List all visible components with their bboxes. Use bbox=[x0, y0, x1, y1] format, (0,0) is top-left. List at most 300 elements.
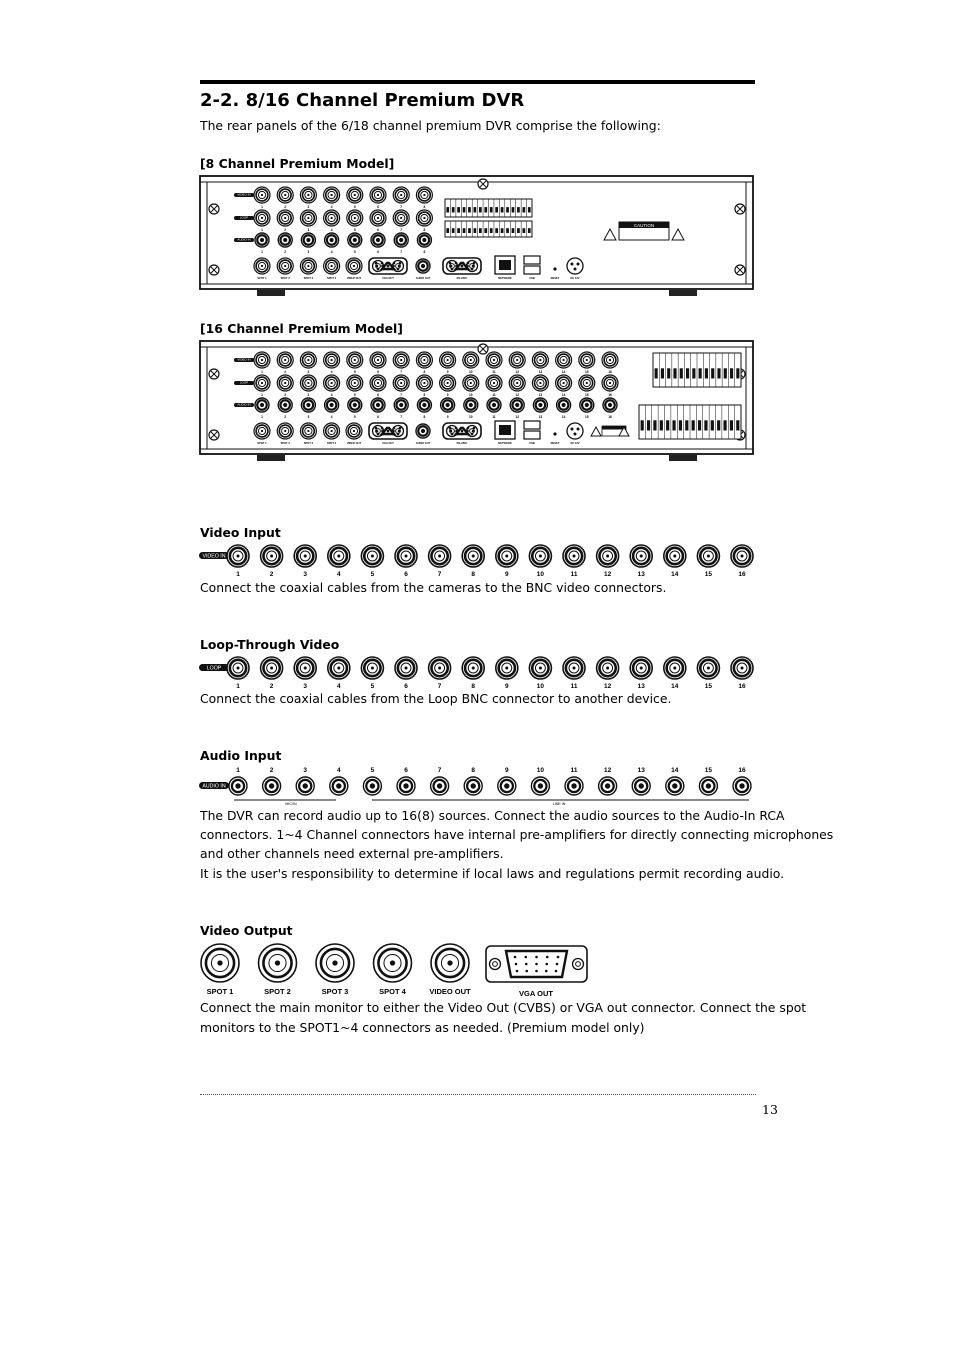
bnc-pin bbox=[572, 666, 575, 669]
panel-row-tag bbox=[234, 192, 254, 197]
terminal-slot bbox=[484, 207, 487, 212]
panel-label: SPOT 4 bbox=[326, 277, 337, 280]
bnc-connector bbox=[361, 545, 383, 567]
bnc-pin bbox=[446, 382, 448, 384]
rca-connector bbox=[431, 777, 449, 795]
row-tag bbox=[199, 552, 229, 559]
network-socket bbox=[499, 425, 511, 435]
bnc-pin bbox=[270, 554, 273, 557]
terminal-slot bbox=[517, 228, 520, 233]
rca-pin bbox=[422, 238, 426, 242]
panel-bnc bbox=[393, 375, 409, 391]
panel-label: 3 bbox=[307, 250, 310, 254]
bnc-pin bbox=[284, 217, 286, 219]
panel-spot-bnc bbox=[254, 258, 270, 274]
dc-jack bbox=[567, 423, 583, 439]
bnc-connector bbox=[261, 657, 283, 679]
vga-pin bbox=[467, 262, 470, 265]
bnc-connector bbox=[496, 545, 518, 567]
vga-pin bbox=[392, 430, 395, 433]
alarm-terminal-lower bbox=[445, 221, 532, 237]
terminal-slot bbox=[692, 368, 695, 378]
panel-screw bbox=[209, 265, 219, 275]
panel-label: 2 bbox=[284, 415, 287, 419]
rca-pin bbox=[306, 238, 310, 242]
panel-video-out-bnc bbox=[346, 423, 362, 439]
bnc-output-connector bbox=[431, 944, 469, 982]
panel-label: 5 bbox=[353, 393, 356, 397]
panel-label: SPOT 3 bbox=[303, 277, 314, 280]
terminal-slot bbox=[730, 420, 733, 430]
channel-number: 4 bbox=[336, 767, 341, 774]
bnc-pin bbox=[354, 359, 356, 361]
terminal-slot bbox=[468, 228, 471, 233]
channel-number: 10 bbox=[536, 683, 545, 690]
rca-pin bbox=[283, 238, 287, 242]
bnc-pin bbox=[740, 554, 743, 557]
channel-number: 6 bbox=[404, 683, 408, 690]
bnc-pin bbox=[470, 359, 472, 361]
bnc-pin bbox=[371, 554, 374, 557]
panel-label: 8 bbox=[423, 228, 426, 232]
channel-number: 5 bbox=[370, 767, 375, 774]
panel-bnc bbox=[300, 187, 316, 203]
panel-bnc bbox=[416, 210, 432, 226]
terminal-slot bbox=[724, 368, 727, 378]
panel-bnc bbox=[602, 375, 618, 391]
panel-label: RESET bbox=[550, 442, 560, 445]
panel-label: 10 bbox=[469, 415, 473, 419]
panel-label: 5 bbox=[353, 205, 356, 209]
channel-number: 7 bbox=[437, 571, 442, 578]
video-output-heading: Video Output bbox=[200, 923, 293, 938]
panel-bnc bbox=[300, 352, 316, 368]
panel-bnc bbox=[324, 210, 340, 226]
vga-pin bbox=[377, 433, 380, 436]
panel-label: 6 bbox=[377, 250, 379, 254]
panel-row-tag bbox=[234, 402, 254, 407]
vga-pin bbox=[555, 970, 558, 973]
panel-rca bbox=[278, 233, 292, 247]
panel-audio-out bbox=[416, 259, 430, 273]
terminal-slot bbox=[490, 228, 493, 233]
panel-label: 1 bbox=[261, 393, 263, 397]
panel-bnc bbox=[254, 210, 270, 226]
rca-pin bbox=[422, 403, 426, 407]
terminal-slot bbox=[506, 207, 509, 212]
bnc-connector bbox=[563, 657, 585, 679]
vga-pin bbox=[387, 433, 390, 436]
terminal-slot bbox=[446, 228, 449, 233]
bnc-connector bbox=[496, 657, 518, 679]
bnc-connector bbox=[697, 657, 719, 679]
video-input-connectors bbox=[199, 542, 755, 580]
terminal-slot bbox=[717, 368, 720, 378]
vga-pin bbox=[387, 265, 390, 268]
panel-vga bbox=[369, 423, 407, 439]
panel-rca bbox=[464, 398, 478, 412]
bnc-pin bbox=[353, 265, 355, 267]
panel-bnc bbox=[370, 375, 386, 391]
bnc-pin bbox=[472, 666, 475, 669]
vga-pin bbox=[387, 268, 390, 271]
bnc-pin bbox=[400, 217, 402, 219]
panel-label: 6 bbox=[377, 205, 379, 209]
rca-pin bbox=[739, 783, 744, 788]
section-title: 2-2. 8/16 Channel Premium DVR bbox=[200, 90, 525, 111]
bnc-pin bbox=[673, 666, 676, 669]
panel-spot-bnc bbox=[324, 258, 340, 274]
rca-pin bbox=[283, 403, 287, 407]
bnc-pin bbox=[261, 430, 263, 432]
vga-pin bbox=[393, 427, 396, 430]
channel-number: 15 bbox=[704, 571, 713, 578]
panel-spot-bnc bbox=[277, 258, 293, 274]
bnc-pin bbox=[707, 666, 710, 669]
bnc-connector bbox=[731, 545, 753, 567]
panel-vga bbox=[369, 258, 407, 274]
bnc-connector bbox=[630, 545, 652, 567]
panel-bnc bbox=[347, 375, 363, 391]
bnc-connector bbox=[328, 545, 350, 567]
terminal-slot bbox=[667, 368, 670, 378]
bnc-connector bbox=[597, 545, 619, 567]
bnc-pin bbox=[640, 554, 643, 557]
bnc-pin bbox=[337, 666, 340, 669]
bnc-pin bbox=[284, 194, 286, 196]
panel-spot-bnc bbox=[324, 423, 340, 439]
panel-label: 16 bbox=[608, 393, 612, 397]
bnc-pin bbox=[539, 382, 541, 384]
panel-label: 12 bbox=[515, 393, 519, 397]
panel-bnc bbox=[602, 352, 618, 368]
panel-rca bbox=[417, 233, 431, 247]
vga-pin bbox=[514, 956, 517, 959]
bnc-pin bbox=[446, 359, 448, 361]
panel-rca bbox=[510, 398, 524, 412]
bnc-connector bbox=[731, 657, 753, 679]
rca-pin bbox=[330, 403, 334, 407]
panel-label: 9 bbox=[446, 370, 449, 374]
rca-pin bbox=[376, 238, 380, 242]
bnc-pin bbox=[505, 666, 508, 669]
panel-rca bbox=[533, 398, 547, 412]
terminal-slot bbox=[512, 207, 515, 212]
channel-number: 5 bbox=[370, 683, 375, 690]
panel-label: 5 bbox=[353, 250, 356, 254]
panel-label: 1 bbox=[261, 228, 263, 232]
dc-pin bbox=[574, 433, 577, 436]
bnc-pin bbox=[493, 382, 495, 384]
vga-pin bbox=[455, 430, 458, 433]
panel-row-tag bbox=[234, 237, 254, 242]
panel-rca bbox=[278, 398, 292, 412]
channel-number: 10 bbox=[536, 571, 545, 578]
terminal-slot bbox=[655, 368, 658, 378]
reset-button bbox=[553, 432, 556, 435]
channel-number: 1 bbox=[236, 571, 240, 578]
panel-label: NETWORK bbox=[498, 277, 512, 280]
panel-label: 1 bbox=[261, 415, 263, 419]
bnc-pin bbox=[400, 194, 402, 196]
rear-panel-16ch bbox=[199, 339, 755, 465]
channel-number: 11 bbox=[570, 571, 578, 578]
bnc-output-connector bbox=[316, 944, 354, 982]
panel-label: 6 bbox=[377, 228, 379, 232]
bnc-pin bbox=[307, 430, 309, 432]
terminal-slot bbox=[484, 228, 487, 233]
vga-pin bbox=[393, 262, 396, 265]
bnc-connector bbox=[462, 657, 484, 679]
audio-connectors bbox=[199, 764, 755, 806]
audio-text-2: connectors. 1~4 Channel connectors have internal pre-amplifiers for directly connecting microphones bbox=[200, 827, 834, 842]
bnc-pin bbox=[493, 359, 495, 361]
vga-pin bbox=[535, 963, 538, 966]
panel-label: 1 bbox=[261, 370, 263, 374]
panel-foot bbox=[257, 455, 285, 461]
channel-number: 7 bbox=[437, 683, 442, 690]
terminal-slot bbox=[457, 207, 460, 212]
terminal-slot bbox=[528, 228, 531, 233]
panel-label: 5 bbox=[353, 370, 356, 374]
bnc-pin bbox=[562, 359, 564, 361]
vga-pin bbox=[545, 970, 548, 973]
panel-label: 9 bbox=[446, 415, 449, 419]
rca-pin bbox=[330, 238, 334, 242]
terminal-slot bbox=[666, 420, 669, 430]
vga-pin bbox=[375, 262, 378, 265]
rear-panel-8ch bbox=[199, 174, 755, 300]
vga-pin bbox=[397, 268, 400, 271]
vga-pin bbox=[472, 265, 475, 268]
panel-label: 8 bbox=[423, 370, 426, 374]
panel-label: 10 bbox=[469, 393, 473, 397]
panel-screw bbox=[735, 204, 745, 214]
bnc-pin bbox=[673, 554, 676, 557]
panel-label: VIDEO OUT bbox=[346, 277, 362, 280]
panel-bnc bbox=[393, 210, 409, 226]
terminal-slot bbox=[490, 207, 493, 212]
tag-label: VIDEO IN bbox=[237, 192, 251, 197]
bnc-output-connector bbox=[374, 944, 412, 982]
panel-screw bbox=[209, 204, 219, 214]
rca-pin bbox=[370, 783, 375, 788]
panel-label: 8 bbox=[423, 250, 426, 254]
terminal-slot bbox=[522, 207, 525, 212]
vga-pin bbox=[376, 265, 379, 268]
panel-rca bbox=[371, 398, 385, 412]
panel-label: RESET bbox=[550, 277, 560, 280]
terminal-slot bbox=[685, 420, 688, 430]
channel-number: 14 bbox=[671, 767, 679, 774]
vga-pin bbox=[455, 265, 458, 268]
channel-number: 1 bbox=[236, 767, 240, 774]
bnc-pin bbox=[261, 382, 263, 384]
vga-pin bbox=[461, 265, 464, 268]
channel-number: 7 bbox=[437, 767, 442, 774]
model16-heading: [16 Channel Premium Model] bbox=[200, 321, 403, 336]
panel-label: 15 bbox=[585, 393, 589, 397]
vga-out-connector bbox=[486, 946, 587, 982]
bnc-pin bbox=[332, 960, 337, 965]
panel-label: AUDIO OUT bbox=[415, 442, 431, 445]
vga-pin bbox=[473, 427, 476, 430]
panel-label: 8 bbox=[423, 393, 426, 397]
panel-label: SPOT 1 bbox=[257, 442, 267, 445]
vga-pin bbox=[455, 262, 458, 265]
panel-rca bbox=[487, 398, 501, 412]
panel-rca bbox=[348, 398, 362, 412]
bnc-pin bbox=[609, 359, 611, 361]
video-input-text: Connect the coaxial cables from the cameras to the BNC video connectors. bbox=[200, 580, 667, 595]
panel-label: 7 bbox=[400, 415, 403, 419]
panel-label: 8 bbox=[423, 205, 426, 209]
rca-connector bbox=[666, 777, 684, 795]
terminal-slot bbox=[474, 207, 477, 212]
panel-rca bbox=[371, 233, 385, 247]
rca-pin bbox=[492, 403, 496, 407]
panel-label: 3 bbox=[307, 393, 310, 397]
panel-rs232 bbox=[443, 423, 481, 439]
panel-bnc bbox=[509, 375, 525, 391]
channel-number: 11 bbox=[570, 683, 578, 690]
rca-connector bbox=[531, 777, 549, 795]
terminal-slot bbox=[692, 420, 695, 430]
bnc-connector bbox=[563, 545, 585, 567]
dc-pin bbox=[577, 428, 580, 431]
vga-screw-hole bbox=[576, 962, 581, 967]
terminal-slot bbox=[673, 368, 676, 378]
usb-port bbox=[524, 266, 540, 274]
panel-bnc bbox=[579, 352, 595, 368]
line-group-label: LINE IN bbox=[552, 802, 566, 806]
panel-label: 15 bbox=[585, 415, 589, 419]
bnc-pin bbox=[404, 666, 407, 669]
panel-bnc bbox=[370, 210, 386, 226]
panel-label: 14 bbox=[561, 370, 566, 374]
panel-bnc bbox=[324, 375, 340, 391]
rca-connector bbox=[397, 777, 415, 795]
loop-connectors bbox=[199, 654, 755, 692]
panel-bnc bbox=[532, 375, 548, 391]
panel-label: 14 bbox=[561, 415, 566, 419]
panel-rca bbox=[394, 398, 408, 412]
terminal-slot bbox=[711, 368, 714, 378]
rca-pin bbox=[538, 783, 543, 788]
channel-number: 13 bbox=[637, 571, 645, 578]
panel-bnc bbox=[416, 352, 432, 368]
row-tag bbox=[199, 664, 229, 671]
panel-bnc bbox=[393, 187, 409, 203]
vga-pin bbox=[472, 430, 475, 433]
terminal-slot bbox=[723, 420, 726, 430]
panel-label: 7 bbox=[400, 205, 403, 209]
panel-label: 2 bbox=[284, 228, 287, 232]
channel-number: 4 bbox=[336, 683, 341, 690]
bnc-connector bbox=[664, 545, 686, 567]
panel-bnc bbox=[324, 187, 340, 203]
panel-label: 1 bbox=[261, 205, 263, 209]
bnc-connector bbox=[529, 545, 551, 567]
output-label: SPOT 1 bbox=[206, 987, 234, 996]
bnc-pin bbox=[390, 960, 395, 965]
rca-pin bbox=[706, 783, 711, 788]
mic-group-label: MIC/IN bbox=[285, 802, 297, 806]
panel-bnc bbox=[463, 352, 479, 368]
bnc-pin bbox=[354, 217, 356, 219]
terminal-slot bbox=[474, 228, 477, 233]
channel-number: 6 bbox=[404, 767, 408, 774]
rca-pin bbox=[336, 783, 341, 788]
channel-number: 12 bbox=[603, 683, 612, 690]
bnc-output-connector bbox=[201, 944, 239, 982]
channel-number: 10 bbox=[536, 767, 545, 774]
bnc-pin bbox=[275, 960, 280, 965]
vga-pin bbox=[451, 433, 454, 436]
bnc-pin bbox=[307, 217, 309, 219]
vga-pin bbox=[375, 427, 378, 430]
panel-label: RS-232C bbox=[456, 277, 468, 280]
terminal-slot bbox=[495, 228, 498, 233]
panel-label: 3 bbox=[307, 205, 310, 209]
bnc-pin bbox=[307, 194, 309, 196]
terminal-slot bbox=[736, 420, 739, 430]
terminal-slot bbox=[452, 207, 455, 212]
panel-bnc bbox=[393, 352, 409, 368]
panel-label: 6 bbox=[377, 415, 379, 419]
bnc-pin bbox=[261, 359, 263, 361]
terminal-slot bbox=[717, 420, 720, 430]
panel-label: 10 bbox=[469, 370, 473, 374]
channel-number: 2 bbox=[269, 571, 274, 578]
terminal-slot bbox=[463, 207, 466, 212]
usb-port bbox=[524, 421, 540, 429]
bnc-pin bbox=[707, 554, 710, 557]
panel-spot-bnc bbox=[254, 423, 270, 439]
rca-connector bbox=[464, 777, 482, 795]
bnc-pin bbox=[423, 359, 425, 361]
rca-connector bbox=[498, 777, 516, 795]
panel-label: 4 bbox=[330, 228, 333, 232]
channel-number: 2 bbox=[269, 767, 274, 774]
panel-label: 6 bbox=[377, 393, 379, 397]
panel-label: 13 bbox=[538, 415, 543, 419]
vga-screw-hole bbox=[493, 962, 498, 967]
rca-pin bbox=[469, 403, 473, 407]
panel-label: 16 bbox=[608, 370, 612, 374]
output-label: SPOT 2 bbox=[264, 987, 291, 996]
panel-row-tag bbox=[234, 215, 254, 220]
audio-heading: Audio Input bbox=[200, 748, 282, 763]
terminal-slot bbox=[506, 228, 509, 233]
panel-label: 7 bbox=[400, 393, 403, 397]
rca-pin bbox=[235, 783, 240, 788]
reset-button bbox=[553, 267, 556, 270]
terminal-slot bbox=[512, 228, 515, 233]
bnc-pin bbox=[539, 554, 542, 557]
vga-pin bbox=[449, 262, 452, 265]
rca-pin bbox=[260, 403, 264, 407]
tag-label: AUDIO IN bbox=[237, 237, 251, 242]
vga-pin bbox=[461, 262, 464, 265]
rca-connector bbox=[263, 777, 281, 795]
channel-number: 12 bbox=[603, 767, 612, 774]
terminal-slot bbox=[679, 420, 682, 430]
alarm-terminal-upper bbox=[445, 199, 532, 217]
bnc-pin bbox=[586, 382, 588, 384]
bnc-pin bbox=[438, 554, 441, 557]
rca-connector bbox=[733, 777, 751, 795]
